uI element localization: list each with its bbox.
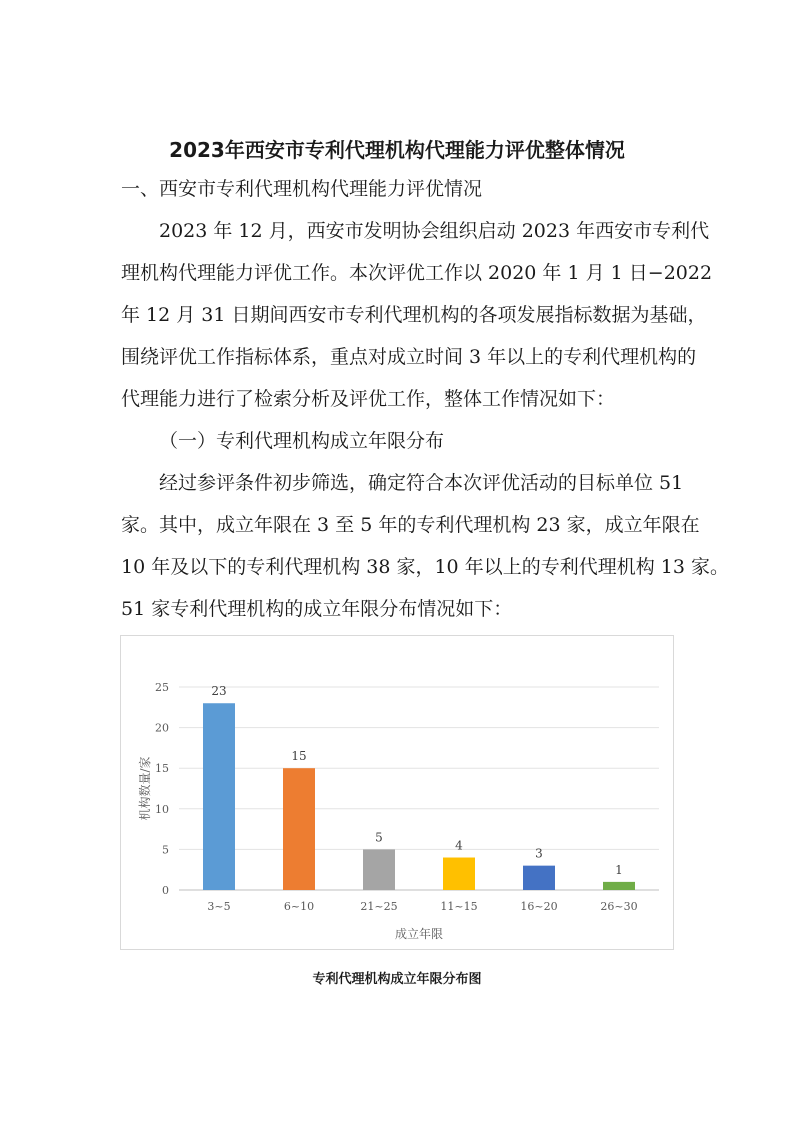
x-tick-label: 21~25 xyxy=(360,900,398,913)
bar-26~30 xyxy=(603,882,635,890)
bar-6~10 xyxy=(283,768,315,890)
chart-caption: 专利代理机构成立年限分布图 xyxy=(312,972,482,987)
y-tick-label: 10 xyxy=(155,802,169,816)
document-title: 2023年西安市专利代理机构代理能力评优整体情况 xyxy=(169,138,625,162)
data-labels xyxy=(211,684,622,877)
paragraph-line: 代理能力进行了检索分析及评优工作，整体工作情况如下： xyxy=(121,388,616,410)
gridlines xyxy=(179,687,659,890)
paragraph-line: 2023 年 12 月，西安市发明协会组织启动 2023 年西安市专利代 xyxy=(159,220,710,242)
data-label: 3 xyxy=(535,846,543,861)
paragraph-line: 51 家专利代理机构的成立年限分布情况如下： xyxy=(121,598,513,620)
data-label: 23 xyxy=(211,684,227,699)
paragraph-line: 家。其中，成立年限在 3 至 5 年的专利代理机构 23 家，成立年限在 xyxy=(121,514,700,536)
x-tick-label: 11~15 xyxy=(440,900,478,913)
subsection-heading: （一）专利代理机构成立年限分布 xyxy=(159,430,445,452)
bars xyxy=(203,703,635,890)
data-label: 4 xyxy=(455,838,463,853)
y-tick-label: 25 xyxy=(155,681,169,694)
chart-canvas xyxy=(121,636,673,949)
paragraph-line: 经过参评条件初步筛选，确定符合本次评优活动的目标单位 51 xyxy=(159,472,684,494)
x-tick-label: 26~30 xyxy=(600,900,638,913)
bar-3~5 xyxy=(203,703,235,890)
paragraph-line: 理机构代理能力评优工作。本次评优工作以 2020 年 1 月 1 日−2022 xyxy=(121,262,713,284)
bar-21~25 xyxy=(363,849,395,890)
x-tick-label: 6~10 xyxy=(283,900,315,913)
data-label: 5 xyxy=(375,830,383,845)
bar-16~20 xyxy=(523,866,555,890)
y-tick-label: 20 xyxy=(155,721,169,735)
data-label: 1 xyxy=(615,862,623,877)
data-label: 15 xyxy=(291,749,307,764)
x-tick-label: 16~20 xyxy=(520,900,558,913)
y-tick-label: 0 xyxy=(162,884,169,897)
paragraph-line: 年 12 月 31 日期间西安市专利代理机构的各项发展指标数据为基础， xyxy=(121,304,707,326)
paragraph-line: 围绕评优工作指标体系，重点对成立时间 3 年以上的专利代理机构的 xyxy=(121,346,697,368)
y-tick-label: 15 xyxy=(155,762,169,776)
x-tick-label: 3~5 xyxy=(207,900,231,913)
paragraph-line: 10 年及以下的专利代理机构 38 家，10 年以上的专利代理机构 13 家。 xyxy=(121,556,729,578)
x-axis-title: 成立年限 xyxy=(394,927,444,941)
section-heading: 一、西安市专利代理机构代理能力评优情况 xyxy=(121,178,483,200)
y-axis-title: 机构数量/家 xyxy=(138,756,152,821)
bar-chart xyxy=(120,635,674,950)
y-tick-label: 5 xyxy=(162,843,169,857)
bar-11~15 xyxy=(443,858,475,890)
